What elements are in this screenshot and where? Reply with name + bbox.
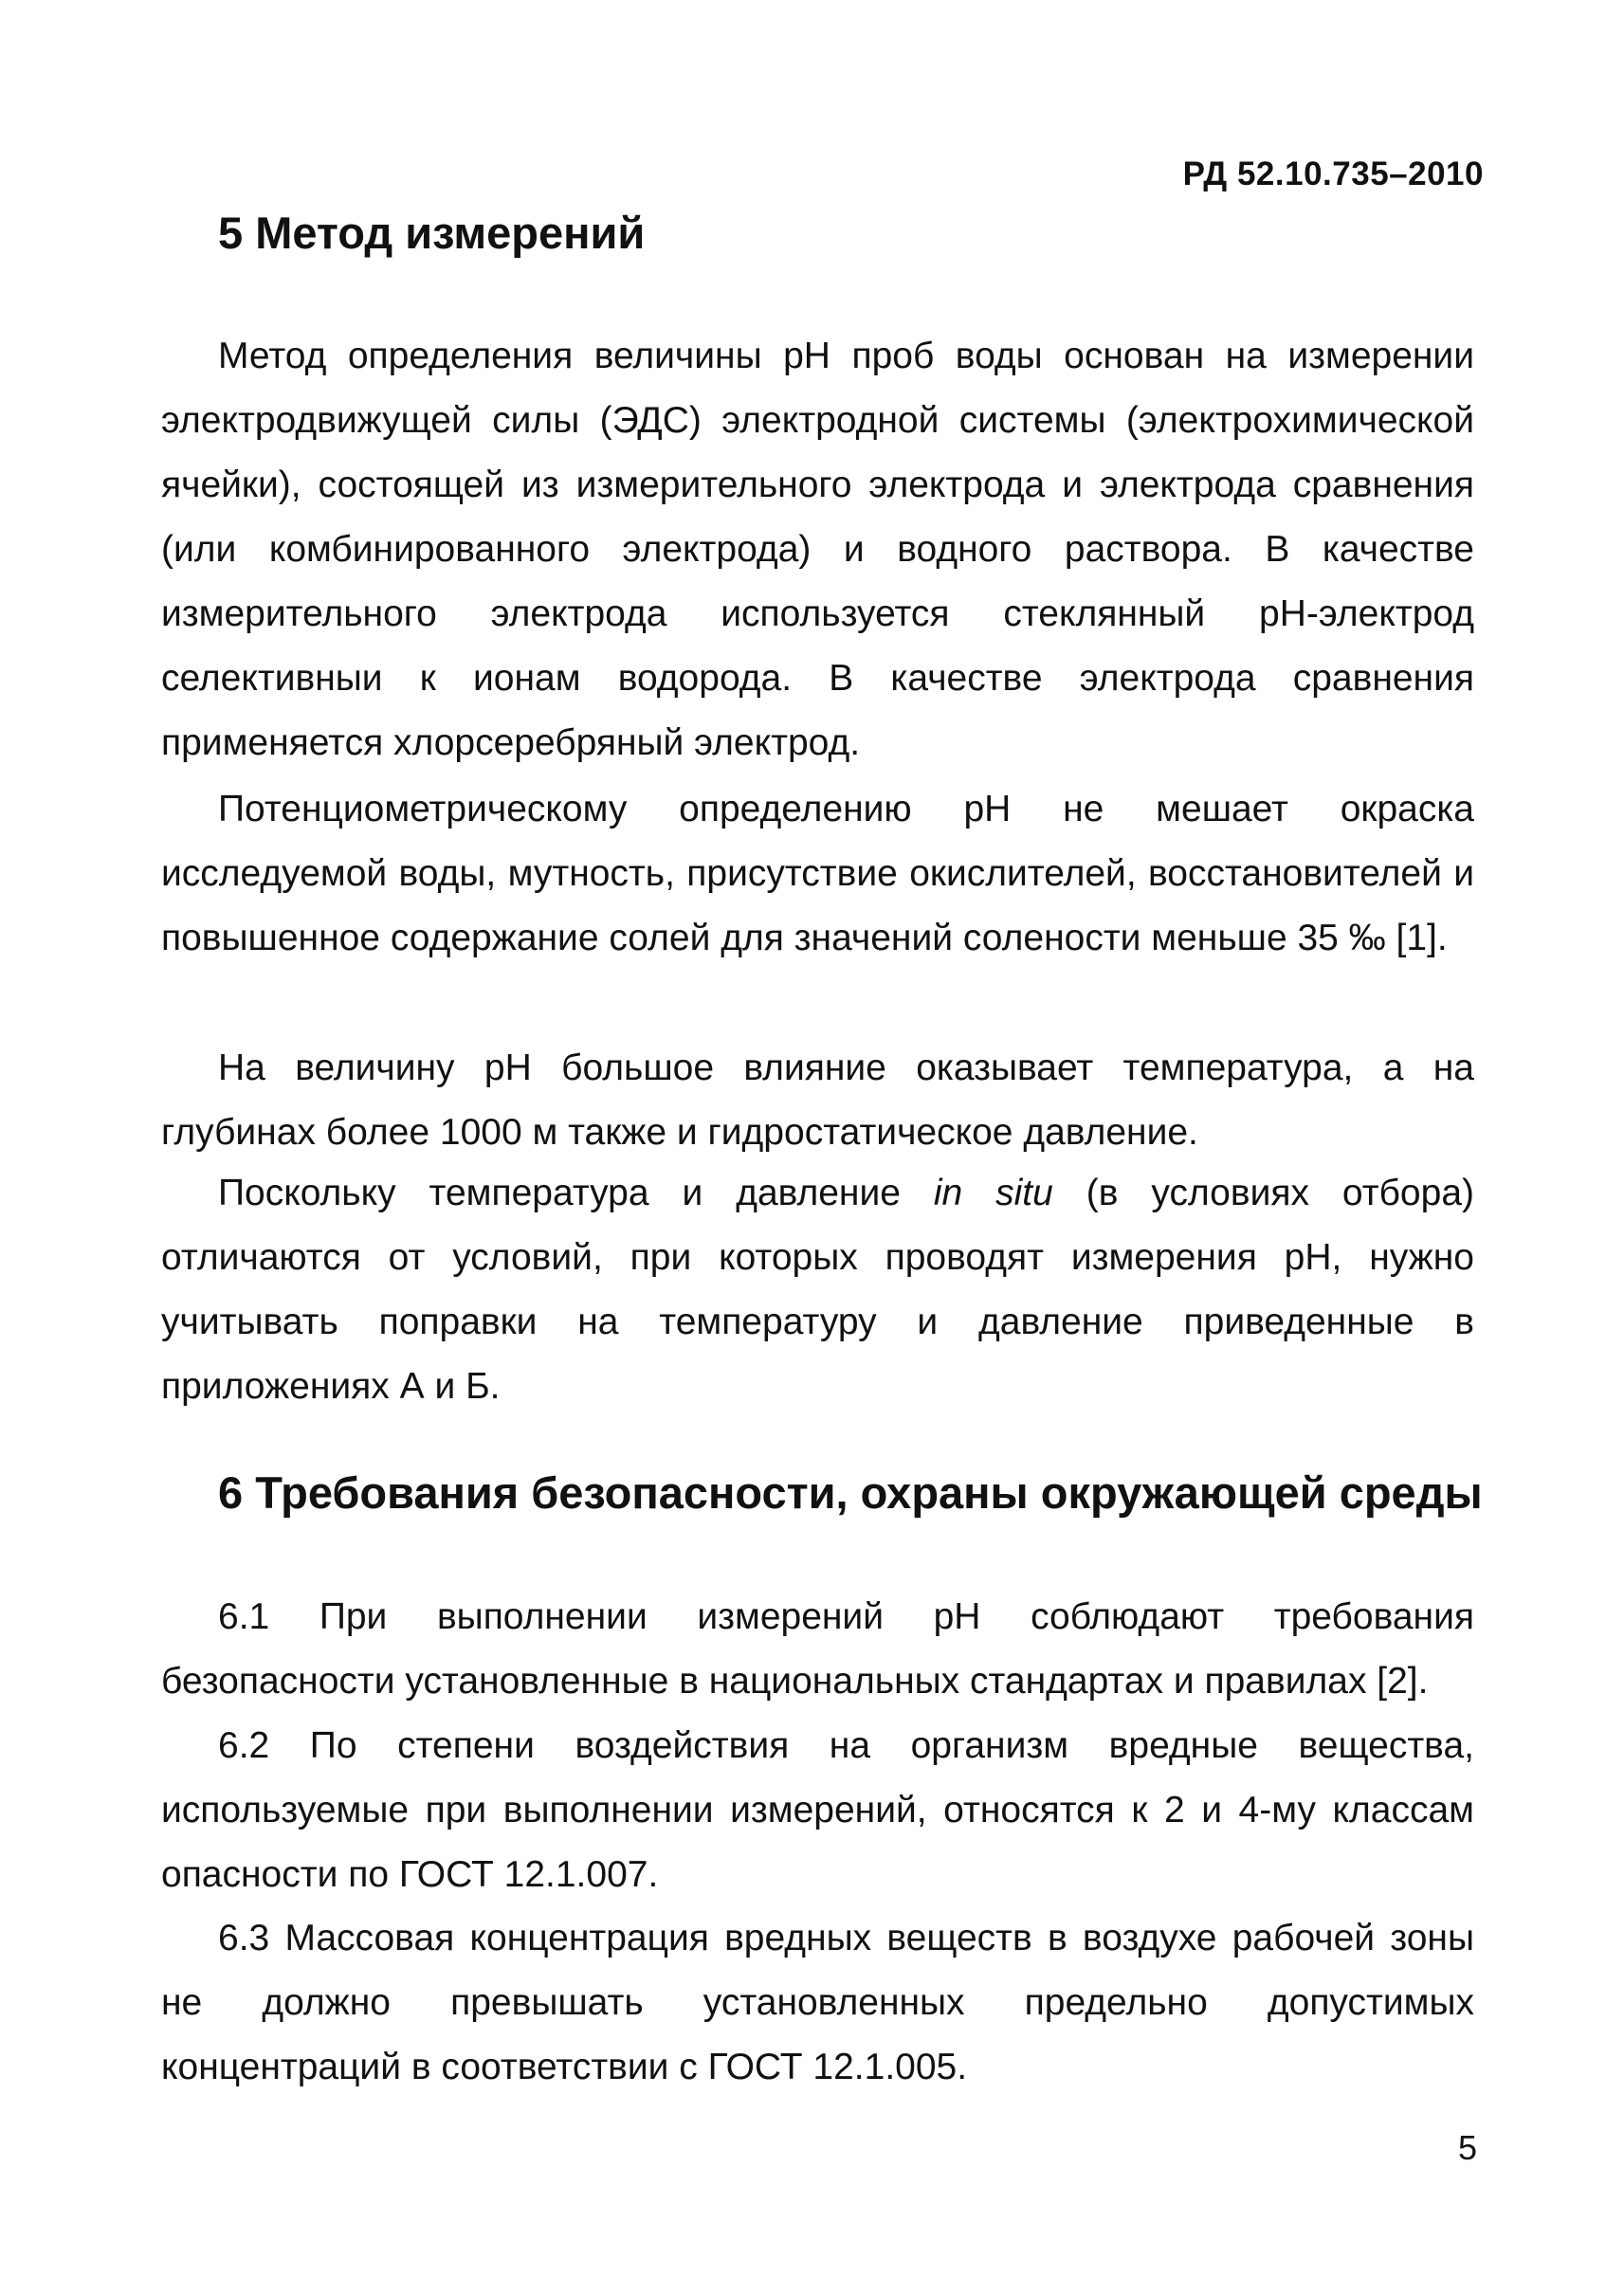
page-number: 5: [1457, 2128, 1477, 2167]
section-5-paragraph-4: [161, 1161, 1474, 1419]
paragraph-4-end: (в условиях отбора) отличаются от условий, при которых проводят измерения рН, нужно учитывать поправки на температуру и давление приведенные в приложениях А и Б.: [161, 1173, 1474, 1407]
document-code: РД 52.10.735–2010: [1182, 155, 1484, 192]
clause-6-3: 6.3 Массовая концентрация вредных веществ в воздухе рабочей зоны не должно превышать установленных предельно допустимых концентраций в соответствии с ГОСТ 12.1.005.: [161, 1918, 1474, 2087]
section-5-paragraph-3: На величину рН большое влияние оказывает температура, а на глубинах более 1000 м также и гидростатическое давление.: [161, 1047, 1474, 1153]
clause-6-2: 6.2 По степени воздействия на организм вредные вещества, используемые при выполнении измерений, относятся к 2 и 4-му классам опасности по ГОСТ 12.1.007.: [161, 1725, 1474, 1895]
section-5-paragraph-2: Потенциометрическому определению рН не мешает окраска исследуемой воды, мутность, присутствие окислителей, восстановителей и повышенное содержание солей для значений солености меньше 35 ‰ [1].: [161, 789, 1474, 958]
in-situ-term: in situ: [933, 1173, 1053, 1213]
clause-6-1: 6.1 При выполнении измерений рН соблюдают требования безопасности установленные в национальных стандартах и правилах [2].: [161, 1596, 1474, 1702]
section-6-title: 6 Требования безопасности, охраны окружающей среды: [218, 1467, 1483, 1518]
paragraph-4-start: Поскольку температура и давление: [218, 1173, 934, 1213]
section-5-title: 5 Метод измерений: [218, 208, 646, 258]
section-5-paragraph-1: Метод определения величины рН проб воды основан на измерении электродвижущей силы (ЭДС) электродной системы (электрохимической ячейки), состоящей из измерительного электрода и электрода сравнения (или комбинированного электрода) и водного раствора. В качестве измерительного электрода используется стеклянный рН-электрод селективныи к ионам водорода. В качестве электрода сравнения применяется хлорсеребряный электрод.: [161, 336, 1474, 763]
